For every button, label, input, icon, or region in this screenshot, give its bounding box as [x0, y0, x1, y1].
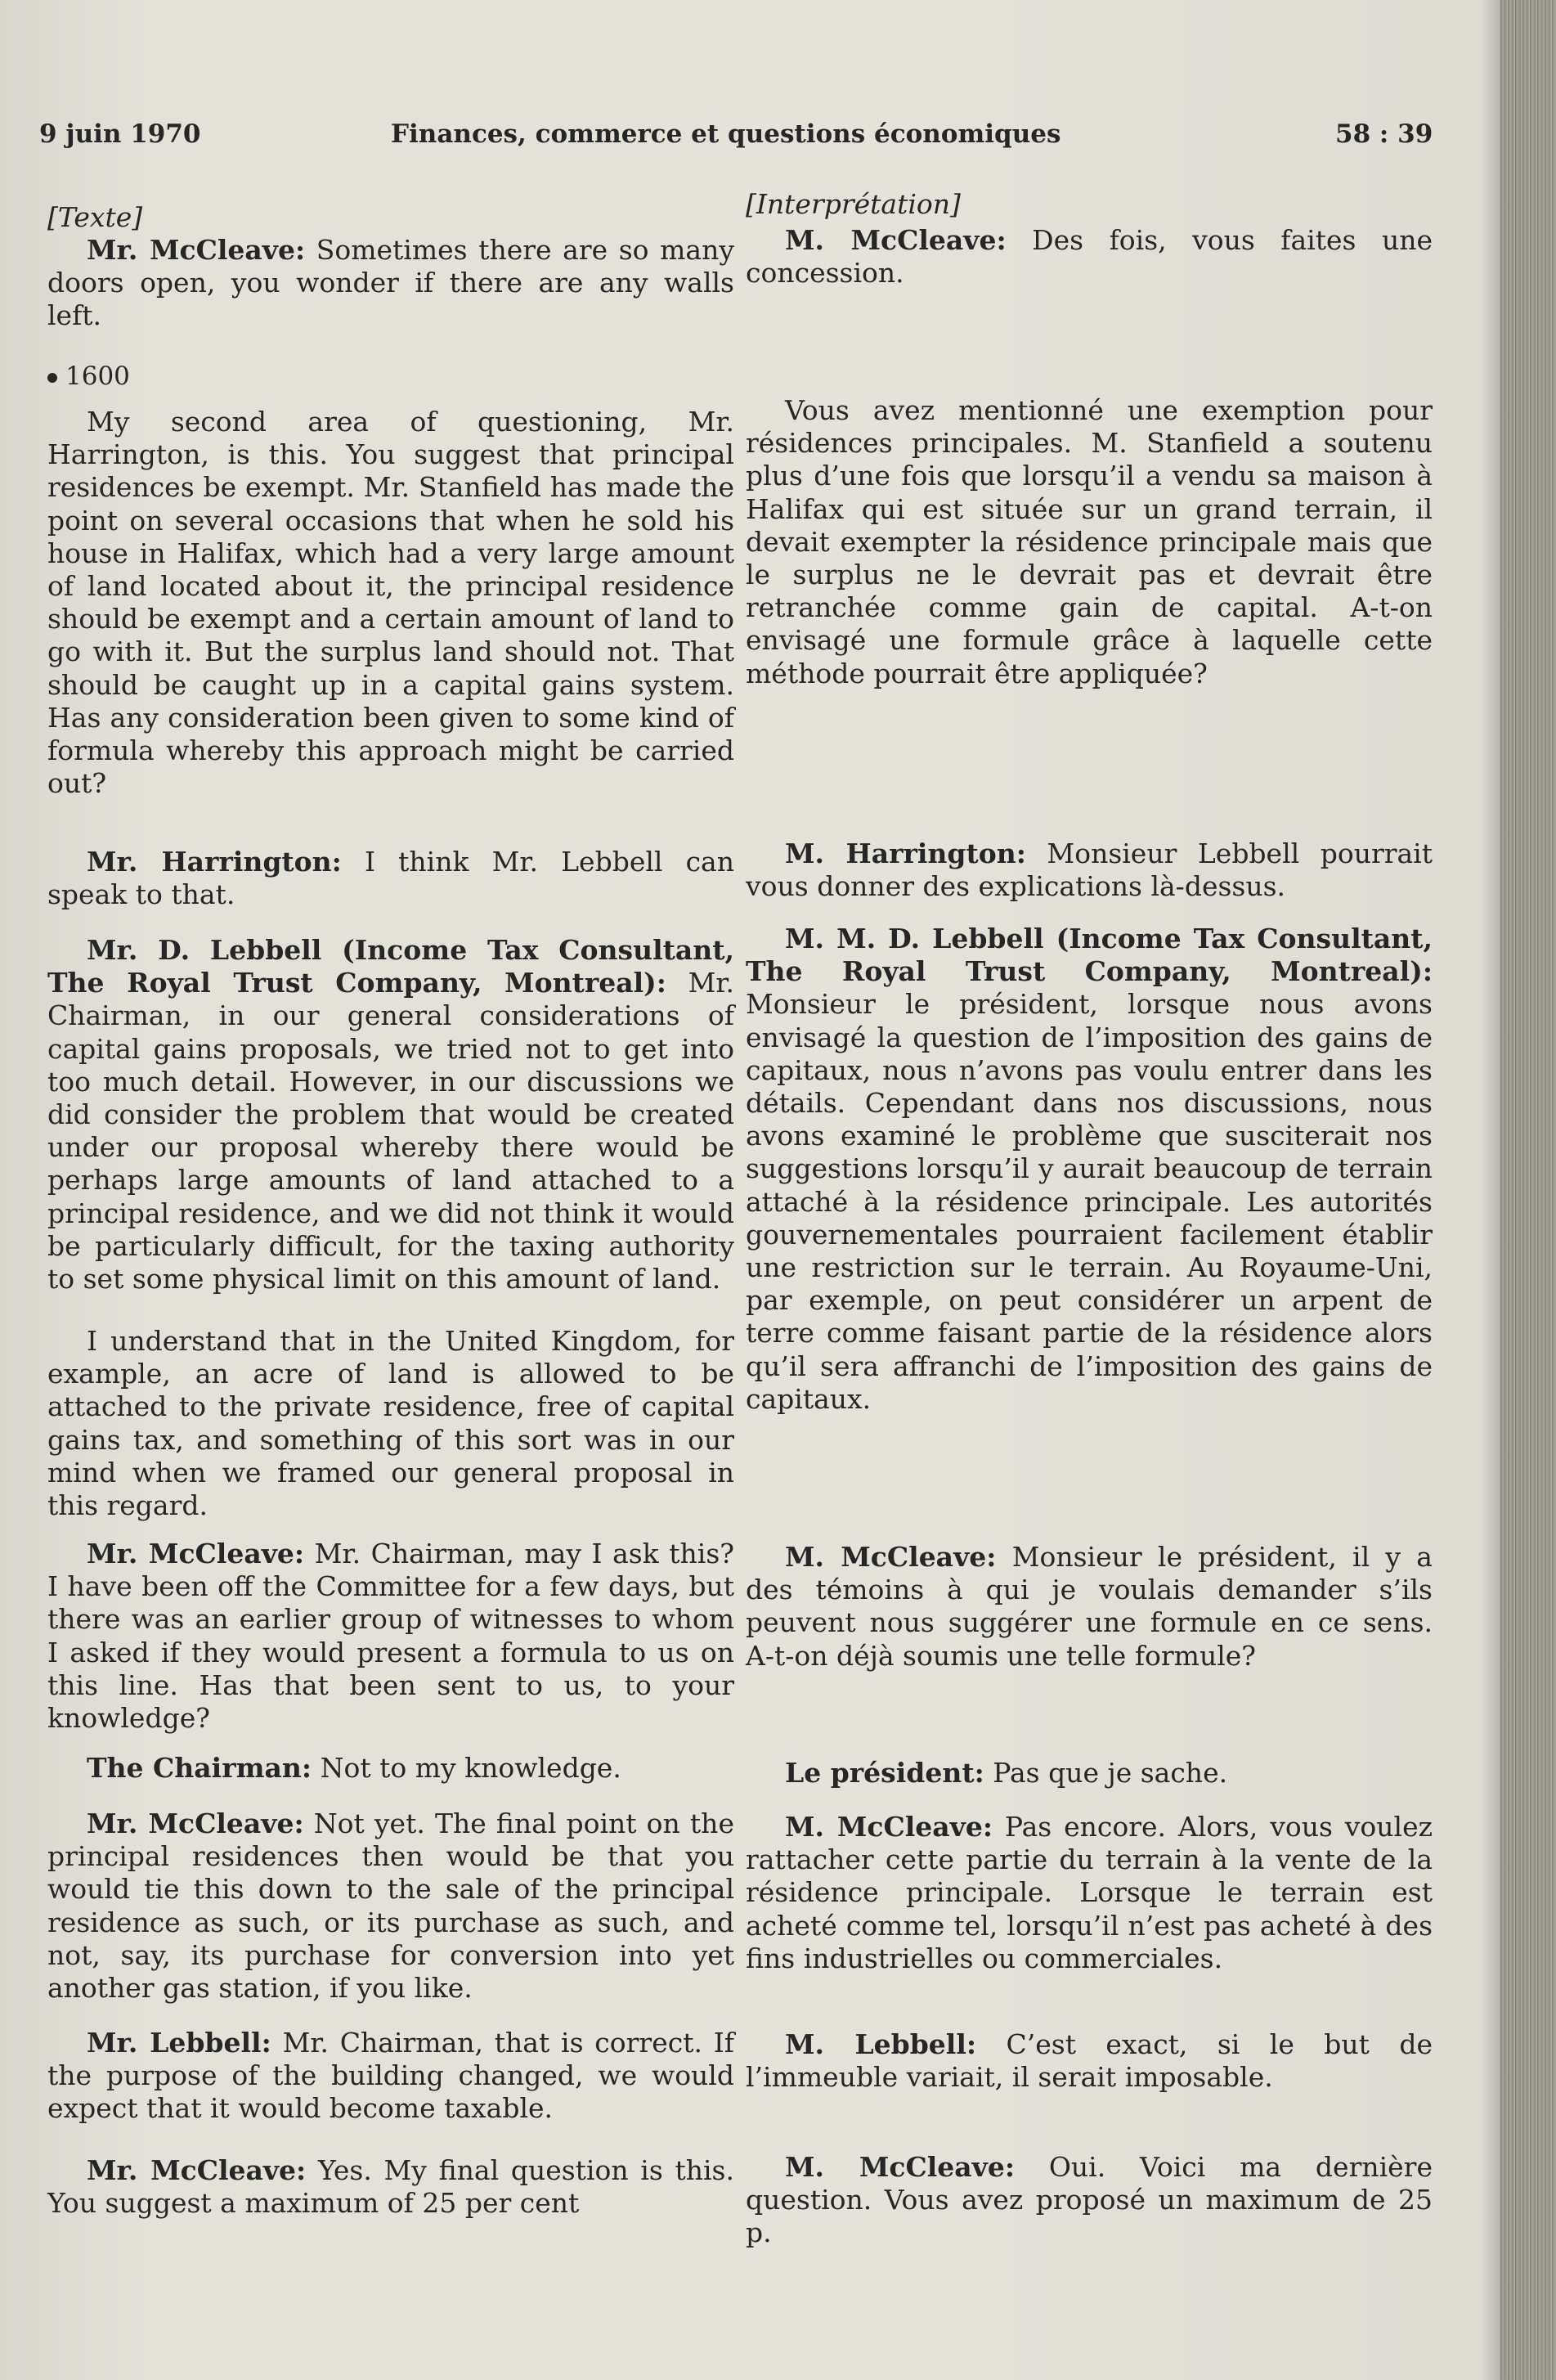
speech-text: C’est exact, si le but de l’immeuble variait, il serait imposable.: [746, 2028, 1433, 2094]
speaker-name: M. McCleave:: [785, 1811, 993, 1843]
speech-block: [746, 923, 1433, 1416]
speaker-name: M. M. D. Lebbell (Income Tax Consultant, The Royal Trust Company, Montreal):: [746, 923, 1433, 988]
speech-block: [746, 837, 1433, 903]
speaker-name: Mr. McCleave:: [87, 234, 306, 266]
page-number: 58 : 39: [1335, 119, 1433, 149]
speaker-name: Mr. McCleave:: [87, 1538, 305, 1569]
time-marker: [47, 360, 734, 393]
speech-text: Mr. Chairman, that is correct. If the purpose of the building changed, we would expect that it would become taxable.: [47, 2027, 734, 2125]
speech-text: Monsieur Lebbell pourrait vous donner des explications là-dessus.: [746, 837, 1433, 903]
speech-text: Des fois, vous faites une concession.: [746, 224, 1433, 290]
speaker-name: Le président:: [785, 1757, 984, 1789]
speaker-name: The Chairman:: [87, 1752, 312, 1784]
speaker-name: M. Lebbell:: [785, 2028, 977, 2060]
column-label: [Texte]: [47, 201, 143, 233]
speech-block: [746, 1541, 1433, 1673]
running-header: [39, 119, 1433, 168]
speech-block: [47, 1807, 734, 2005]
page-gutter-shadow: [1480, 0, 1501, 2380]
header-date: 9 juin 1970: [39, 119, 201, 149]
speech-block: [47, 934, 734, 1296]
speaker-name: M. McCleave:: [785, 224, 1007, 256]
speaker-name: M. McCleave:: [785, 2151, 1015, 2183]
speech-block: [47, 1752, 734, 1785]
speech-block: [47, 234, 734, 333]
speech-block: [47, 1538, 734, 1735]
speaker-name: Mr. D. Lebbell (Income Tax Consultant, The Royal Trust Company, Montreal):: [47, 934, 734, 999]
speech-text: Mr. Chairman, in our general considerations of capital gains proposals, we tried not to get into too much detail. However, in our discussions we did consider the problem that would be created under our proposal whereby there would be perhaps large amounts of land attached to a principal residence, and we did not think it would be particularly difficult, for the taxing authority to set some physical limit on this amount of land.: [47, 967, 734, 1296]
speech-text: Not to my knowledge.: [320, 1752, 621, 1784]
column-label: [Interprétation]: [746, 188, 961, 220]
header-title: Finances, commerce et questions économiques: [391, 119, 1061, 149]
book-page-edges: [1500, 0, 1556, 2380]
speech-block: [47, 846, 734, 911]
speech-text: Monsieur le président, il y a des témoins à qui je voulais demander s’ils peuvent nous suggérer une formule en ce sens. A-t-on déjà soumis une telle formule?: [746, 1541, 1433, 1672]
speech-block: [746, 1811, 1433, 1975]
speech-text: Not yet. The final point on the principal residences then would be that you would tie this down to the sale of the principal residence as such, or its purchase as such, and not, say, its purchase for conversion into yet another gas station, if you like.: [47, 1807, 734, 2005]
speech-text: I understand that in the United Kingdom, for example, an acre of land is allowed to be attached to the private residence, free of capital gains tax, and something of this sort was in our mind when we framed our general proposal in this regard.: [47, 1325, 734, 1522]
speaker-name: Mr. Lebbell:: [87, 2027, 271, 2059]
speech-text: Yes. My final question is this. You suggest a maximum of 25 per cent: [47, 2154, 734, 2220]
speech-text: Oui. Voici ma dernière question. Vous avez proposé un maximum de 25 p.: [746, 2151, 1433, 2249]
speech-text: Vous avez mentionné une exemption pour résidences principales. M. Stanfield a soutenu plus d’une fois que lorsqu’il a vendu sa maison à Halifax qui est située sur un grand terrain, il devait exempter la résidence principale mais que le surplus ne le devrait pas et devrait être retranchée comme gain de capital. A-t-on envisagé une formule grâce à laquelle cette méthode pourrait être appliquée?: [746, 394, 1433, 689]
speech-text: I think Mr. Lebbell can speak to that.: [47, 846, 734, 911]
speaker-name: M. McCleave:: [785, 1541, 997, 1573]
speech-block: [746, 1757, 1433, 1789]
paragraph: [47, 1325, 734, 1522]
bullet-icon: [47, 373, 57, 383]
speaker-name: Mr. McCleave:: [87, 1807, 304, 1839]
speech-block: [746, 2151, 1433, 2250]
speaker-name: Mr. Harrington:: [87, 846, 342, 878]
time-marker-text: 1600: [65, 361, 130, 391]
speech-text: Monsieur le président, lorsque nous avons envisagé la question de l’imposition des gains de capitaux, nous n’avons pas voulu entrer dans les détails. Cependant dans nos discussions, nous avons examiné le problème que susciterait nos suggestions lorsqu’il y aurait beaucoup de terrain attaché à la résidence principale. Les autorités gouvernementales pourraient facilement établir une restriction sur le terrain. Au Royaume-Uni, par exemple, on peut considérer un arpent de terre comme faisant partie de la résidence alors qu’il sera affranchi de l’imposition des gains de capitaux.: [746, 988, 1433, 1415]
speech-block: [47, 2154, 734, 2220]
paragraph: [746, 394, 1433, 690]
paragraph: [47, 406, 734, 800]
speech-block: [47, 2027, 734, 2126]
speaker-name: Mr. McCleave:: [87, 2154, 307, 2186]
speech-text: My second area of questioning, Mr. Harrington, is this. You suggest that principal residences be exempt. Mr. Stanfield has made the point on several occasions that when he sold his house in Halifax, which had a very large amount of land located about it, the principal residence should be exempt and a certain amount of land to go with it. But the surplus land should not. That should be caught up in a capital gains system. Has any consideration been given to some kind of formula whereby this approach might be carried out?: [47, 406, 734, 800]
speech-text: Sometimes there are so many doors open, you wonder if there are any walls left.: [47, 234, 734, 332]
speech-block: [746, 224, 1433, 290]
speech-text: Pas que je sache.: [993, 1757, 1228, 1789]
speech-text: Mr. Chairman, may I ask this? I have been off the Committee for a few days, but there was an earlier group of witnesses to whom I asked if they would present a formula to us on this line. Has that been sent to us, to your knowledge?: [47, 1538, 734, 1735]
speaker-name: M. Harrington:: [785, 837, 1026, 869]
speech-text: Pas encore. Alors, vous voulez rattacher cette partie du terrain à la vente de la résidence principale. Lorsque le terrain est acheté comme tel, lorsqu’il n’est pas acheté à des fins industrielles ou commerciales.: [746, 1811, 1433, 1974]
speech-block: [746, 2028, 1433, 2094]
